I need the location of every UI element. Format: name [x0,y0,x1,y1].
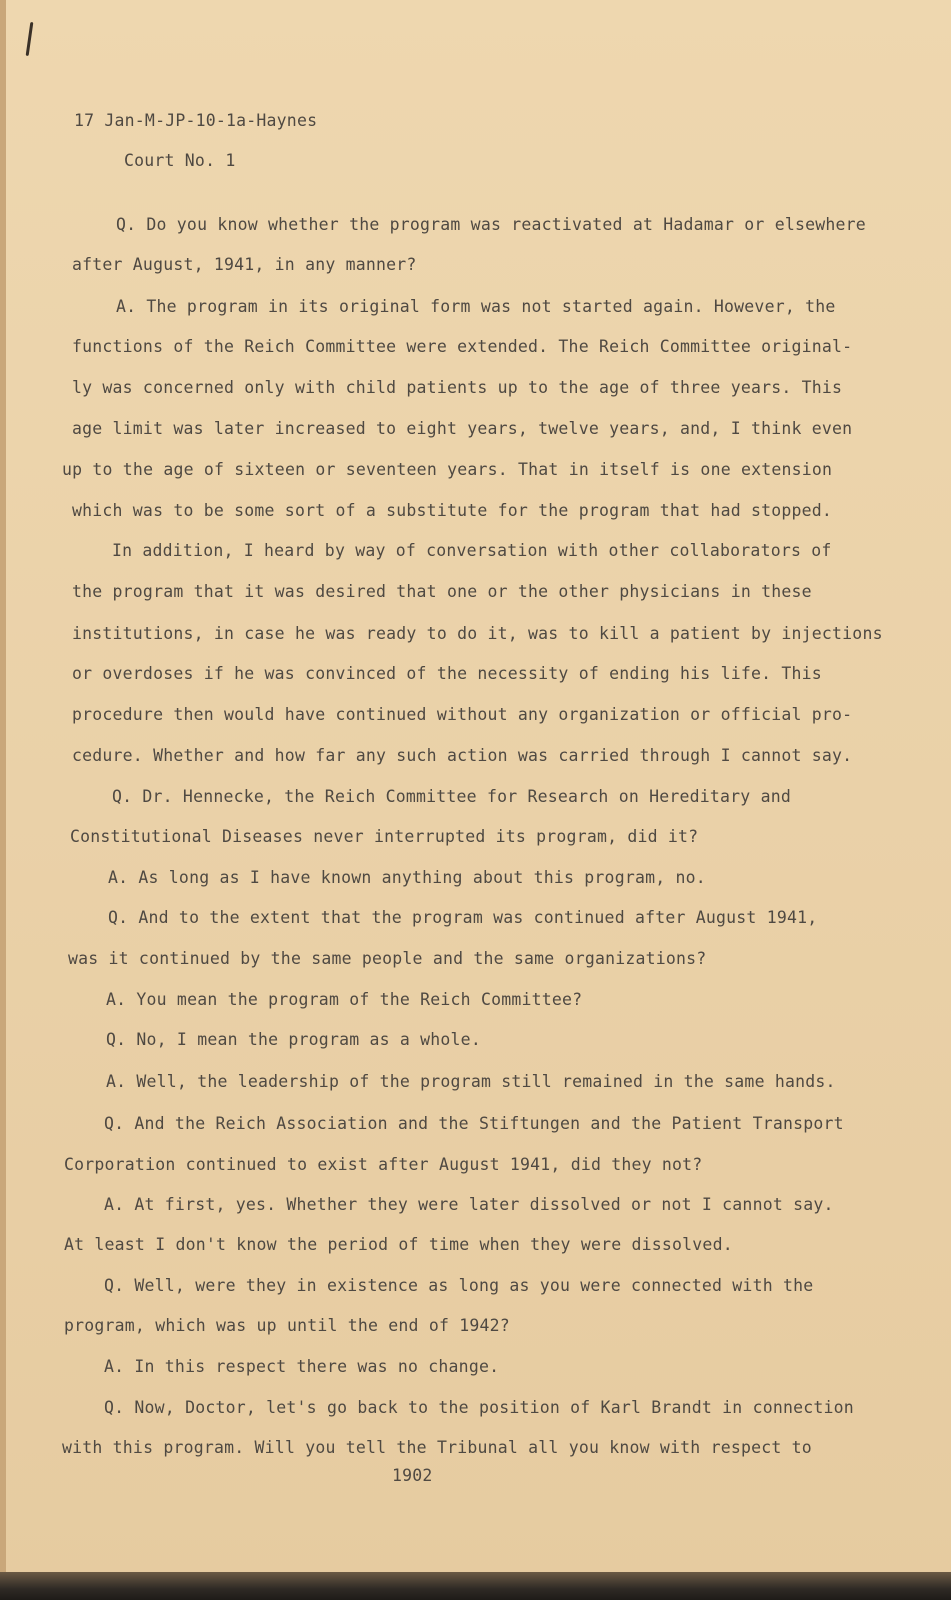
text-line: procedure then would have continued without any organization or official pro- [72,705,853,724]
text-line: functions of the Reich Committee were extended. The Reich Committee original- [72,337,853,356]
text-line: Q. And the Reich Association and the Stiftungen and the Patient Transport [104,1114,844,1133]
text-line: In addition, I heard by way of conversation with other collaborators of [112,541,832,560]
text-line: At least I don't know the period of time when they were dissolved. [64,1235,733,1254]
text-line: Q. Dr. Hennecke, the Reich Committee for Research on Hereditary and [112,787,791,806]
text-line: institutions, in case he was ready to do it, was to kill a patient by injections [72,624,883,643]
page-number: 1902 [392,1466,433,1485]
text-line: was it continued by the same people and the same organizations? [68,949,707,968]
text-line: with this program. Will you tell the Tribunal all you know with respect to [62,1438,812,1457]
text-line: age limit was later increased to eight years, twelve years, and, I think even [72,419,853,438]
text-line: program, which was up until the end of 1942? [64,1316,510,1335]
text-line: ly was concerned only with child patients up to the age of three years. This [72,378,843,397]
text-line: up to the age of sixteen or seventeen years. That in itself is one extension [62,460,833,479]
text-line: A. The program in its original form was not started again. However, the [116,297,836,316]
text-line: or overdoses if he was convinced of the necessity of ending his life. This [72,664,822,683]
page-bottom-edge [0,1572,951,1600]
pencil-mark [26,22,34,56]
text-line: Q. And to the extent that the program was continued after August 1941, [108,908,818,927]
text-line: after August, 1941, in any manner? [72,255,417,274]
text-line: A. You mean the program of the Reich Committee? [106,990,583,1009]
text-line: A. Well, the leadership of the program still remained in the same hands. [106,1072,836,1091]
text-line: A. As long as I have known anything about this program, no. [108,868,706,887]
text-line: Q. Well, were they in existence as long as you were connected with the [104,1276,814,1295]
court-number: Court No. 1 [124,151,236,170]
text-line: which was to be some sort of a substitute for the program that had stopped. [72,501,833,520]
header-reference: 17 Jan-M-JP-10-1a-Haynes [74,111,318,130]
text-line: Q. Now, Doctor, let's go back to the position of Karl Brandt in connection [104,1398,854,1417]
text-line: Q. Do you know whether the program was reactivated at Hadamar or elsewhere [116,215,866,234]
text-line: A. In this respect there was no change. [104,1357,500,1376]
page-left-edge [0,0,6,1600]
text-line: the program that it was desired that one or the other physicians in these [72,582,812,601]
text-line: Q. No, I mean the program as a whole. [106,1030,481,1049]
text-line: A. At first, yes. Whether they were later dissolved or not I cannot say. [104,1195,834,1214]
text-line: Corporation continued to exist after August 1941, did they not? [64,1155,703,1174]
text-line: Constitutional Diseases never interrupted its program, did it? [70,827,699,846]
text-line: cedure. Whether and how far any such action was carried through I cannot say. [72,746,853,765]
